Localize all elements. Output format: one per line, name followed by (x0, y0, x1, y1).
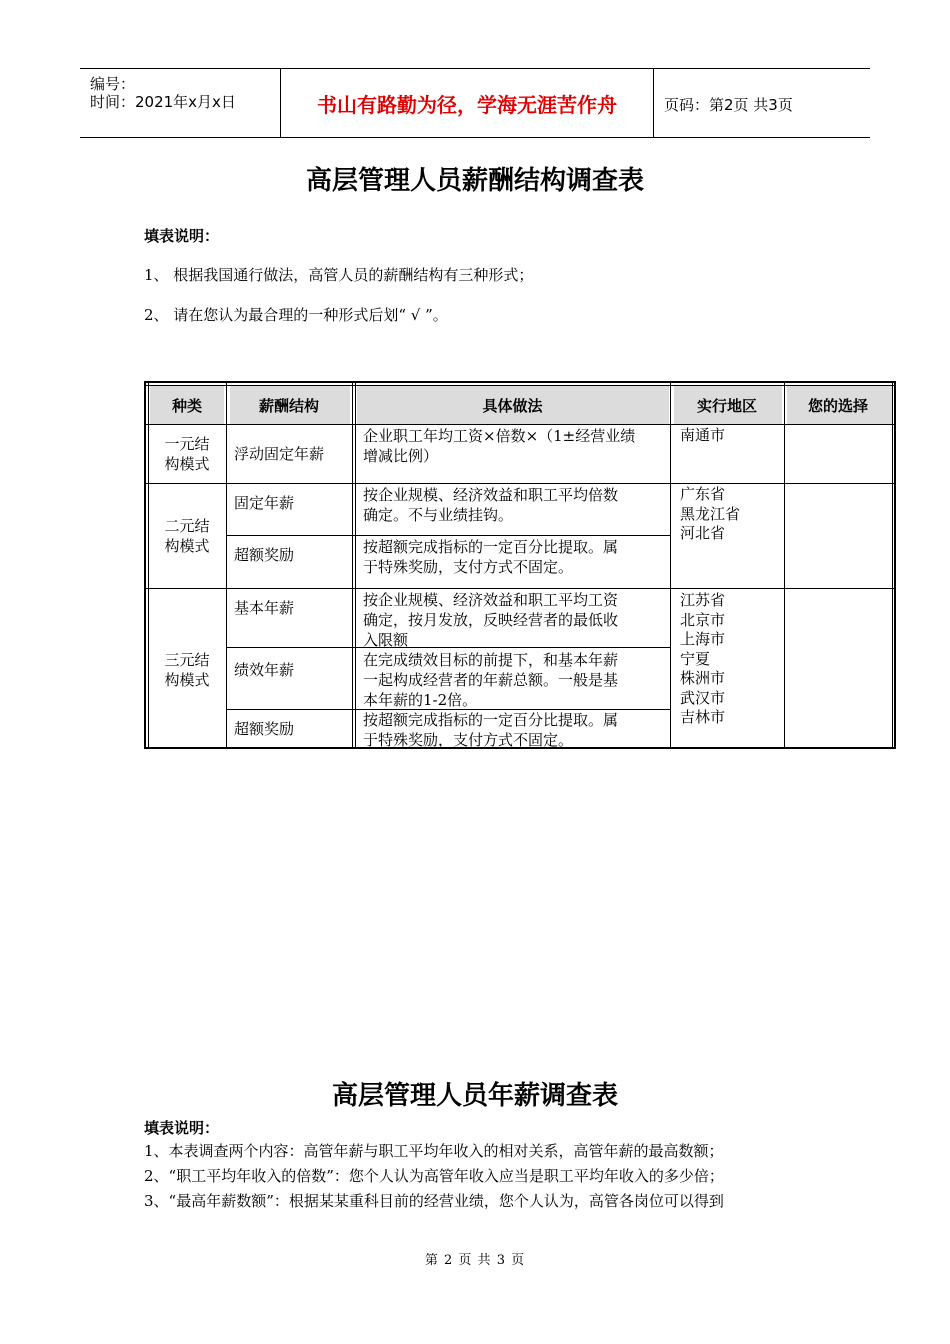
structure-cell: 超额奖励 (234, 546, 295, 564)
section1-instructions-label: 填表说明： (144, 227, 220, 245)
salary-structure-table (144, 381, 896, 749)
section1-instruction-2: 2、 请在您认为最合理的一种形式后划“ √ ”。 (144, 306, 448, 324)
col-header-structure: 薪酬结构 (258, 397, 319, 415)
page-footer: 第 2 页 共 3 页 (424, 1253, 526, 1268)
choice-cell[interactable] (787, 590, 891, 746)
practice-cell: 企业职工年均工资×倍数×（1±经营业绩 增减比例） (363, 427, 636, 465)
practice-cell: 在完成绩效目标的前提下，和基本年薪 一起构成经营者的年薪总额。一般是基 本年薪的1-2倍。 (363, 651, 619, 709)
choice-cell[interactable] (787, 485, 891, 587)
document-number-label: 编号： (90, 75, 136, 93)
regions-cell: 广东省 黑龙江省 河北省 (680, 485, 741, 542)
category-cell: 三元结 构模式 (164, 651, 210, 689)
regions-cell: 南通市 (680, 426, 726, 444)
page-header (80, 68, 870, 138)
section1-title: 高层管理人员薪酬结构调查表 (305, 166, 644, 196)
header-motto: 书山有路勤为径，学海无涯苦作舟 (281, 69, 654, 137)
section2-instruction-1: 1、本表调查两个内容：高管年薪与职工平均年收入的相对关系，高管年薪的最高数额； (144, 1142, 724, 1160)
col-header-region: 实行地区 (696, 397, 757, 415)
practice-cell: 按超额完成指标的一定百分比提取。属 于特殊奖励，支付方式不固定。 (363, 538, 619, 576)
structure-cell: 基本年薪 (234, 599, 295, 617)
col-header-practice: 具体做法 (482, 397, 543, 415)
section2-instruction-3: 3、“最高年薪数额”：根据某某重科目前的经营业绩，您个人认为，高管各岗位可以得到 (144, 1192, 724, 1210)
category-cell: 二元结 构模式 (164, 517, 210, 555)
section2-instructions-label: 填表说明： (144, 1119, 220, 1137)
section2-title: 高层管理人员年薪调查表 (331, 1081, 618, 1111)
structure-cell: 固定年薪 (234, 494, 295, 512)
practice-cell: 按超额完成指标的一定百分比提取。属 于特殊奖励，支付方式不固定。 (363, 711, 619, 749)
structure-cell: 超额奖励 (234, 720, 295, 738)
category-cell: 一元结 构模式 (164, 435, 210, 473)
section1-instruction-1: 1、 根据我国通行做法，高管人员的薪酬结构有三种形式； (144, 266, 534, 284)
col-header-category: 种类 (171, 397, 202, 415)
practice-cell: 按企业规模、经济效益和职工平均倍数 确定。不与业绩挂钩。 (363, 486, 619, 524)
structure-cell: 绩效年薪 (234, 661, 295, 679)
header-page-code: 页码：第2页 共3页 (664, 96, 793, 114)
header-meta (80, 69, 281, 137)
regions-cell: 江苏省 北京市 上海市 宁夏 株洲市 武汉市 吉林市 (680, 591, 726, 726)
section2-instruction-2: 2、“职工平均年收入的倍数”：您个人认为高管年收入应当是职工平均年收入的多少倍； (144, 1167, 724, 1185)
col-header-choice: 您的选择 (807, 397, 868, 415)
practice-cell: 按企业规模、经济效益和职工平均工资 确定，按月发放，反映经营者的最低收 入限额 (363, 591, 619, 649)
document-time-label: 时间：2021年x月x日 (90, 93, 236, 111)
structure-cell: 浮动固定年薪 (234, 445, 325, 463)
choice-cell[interactable] (787, 426, 891, 482)
